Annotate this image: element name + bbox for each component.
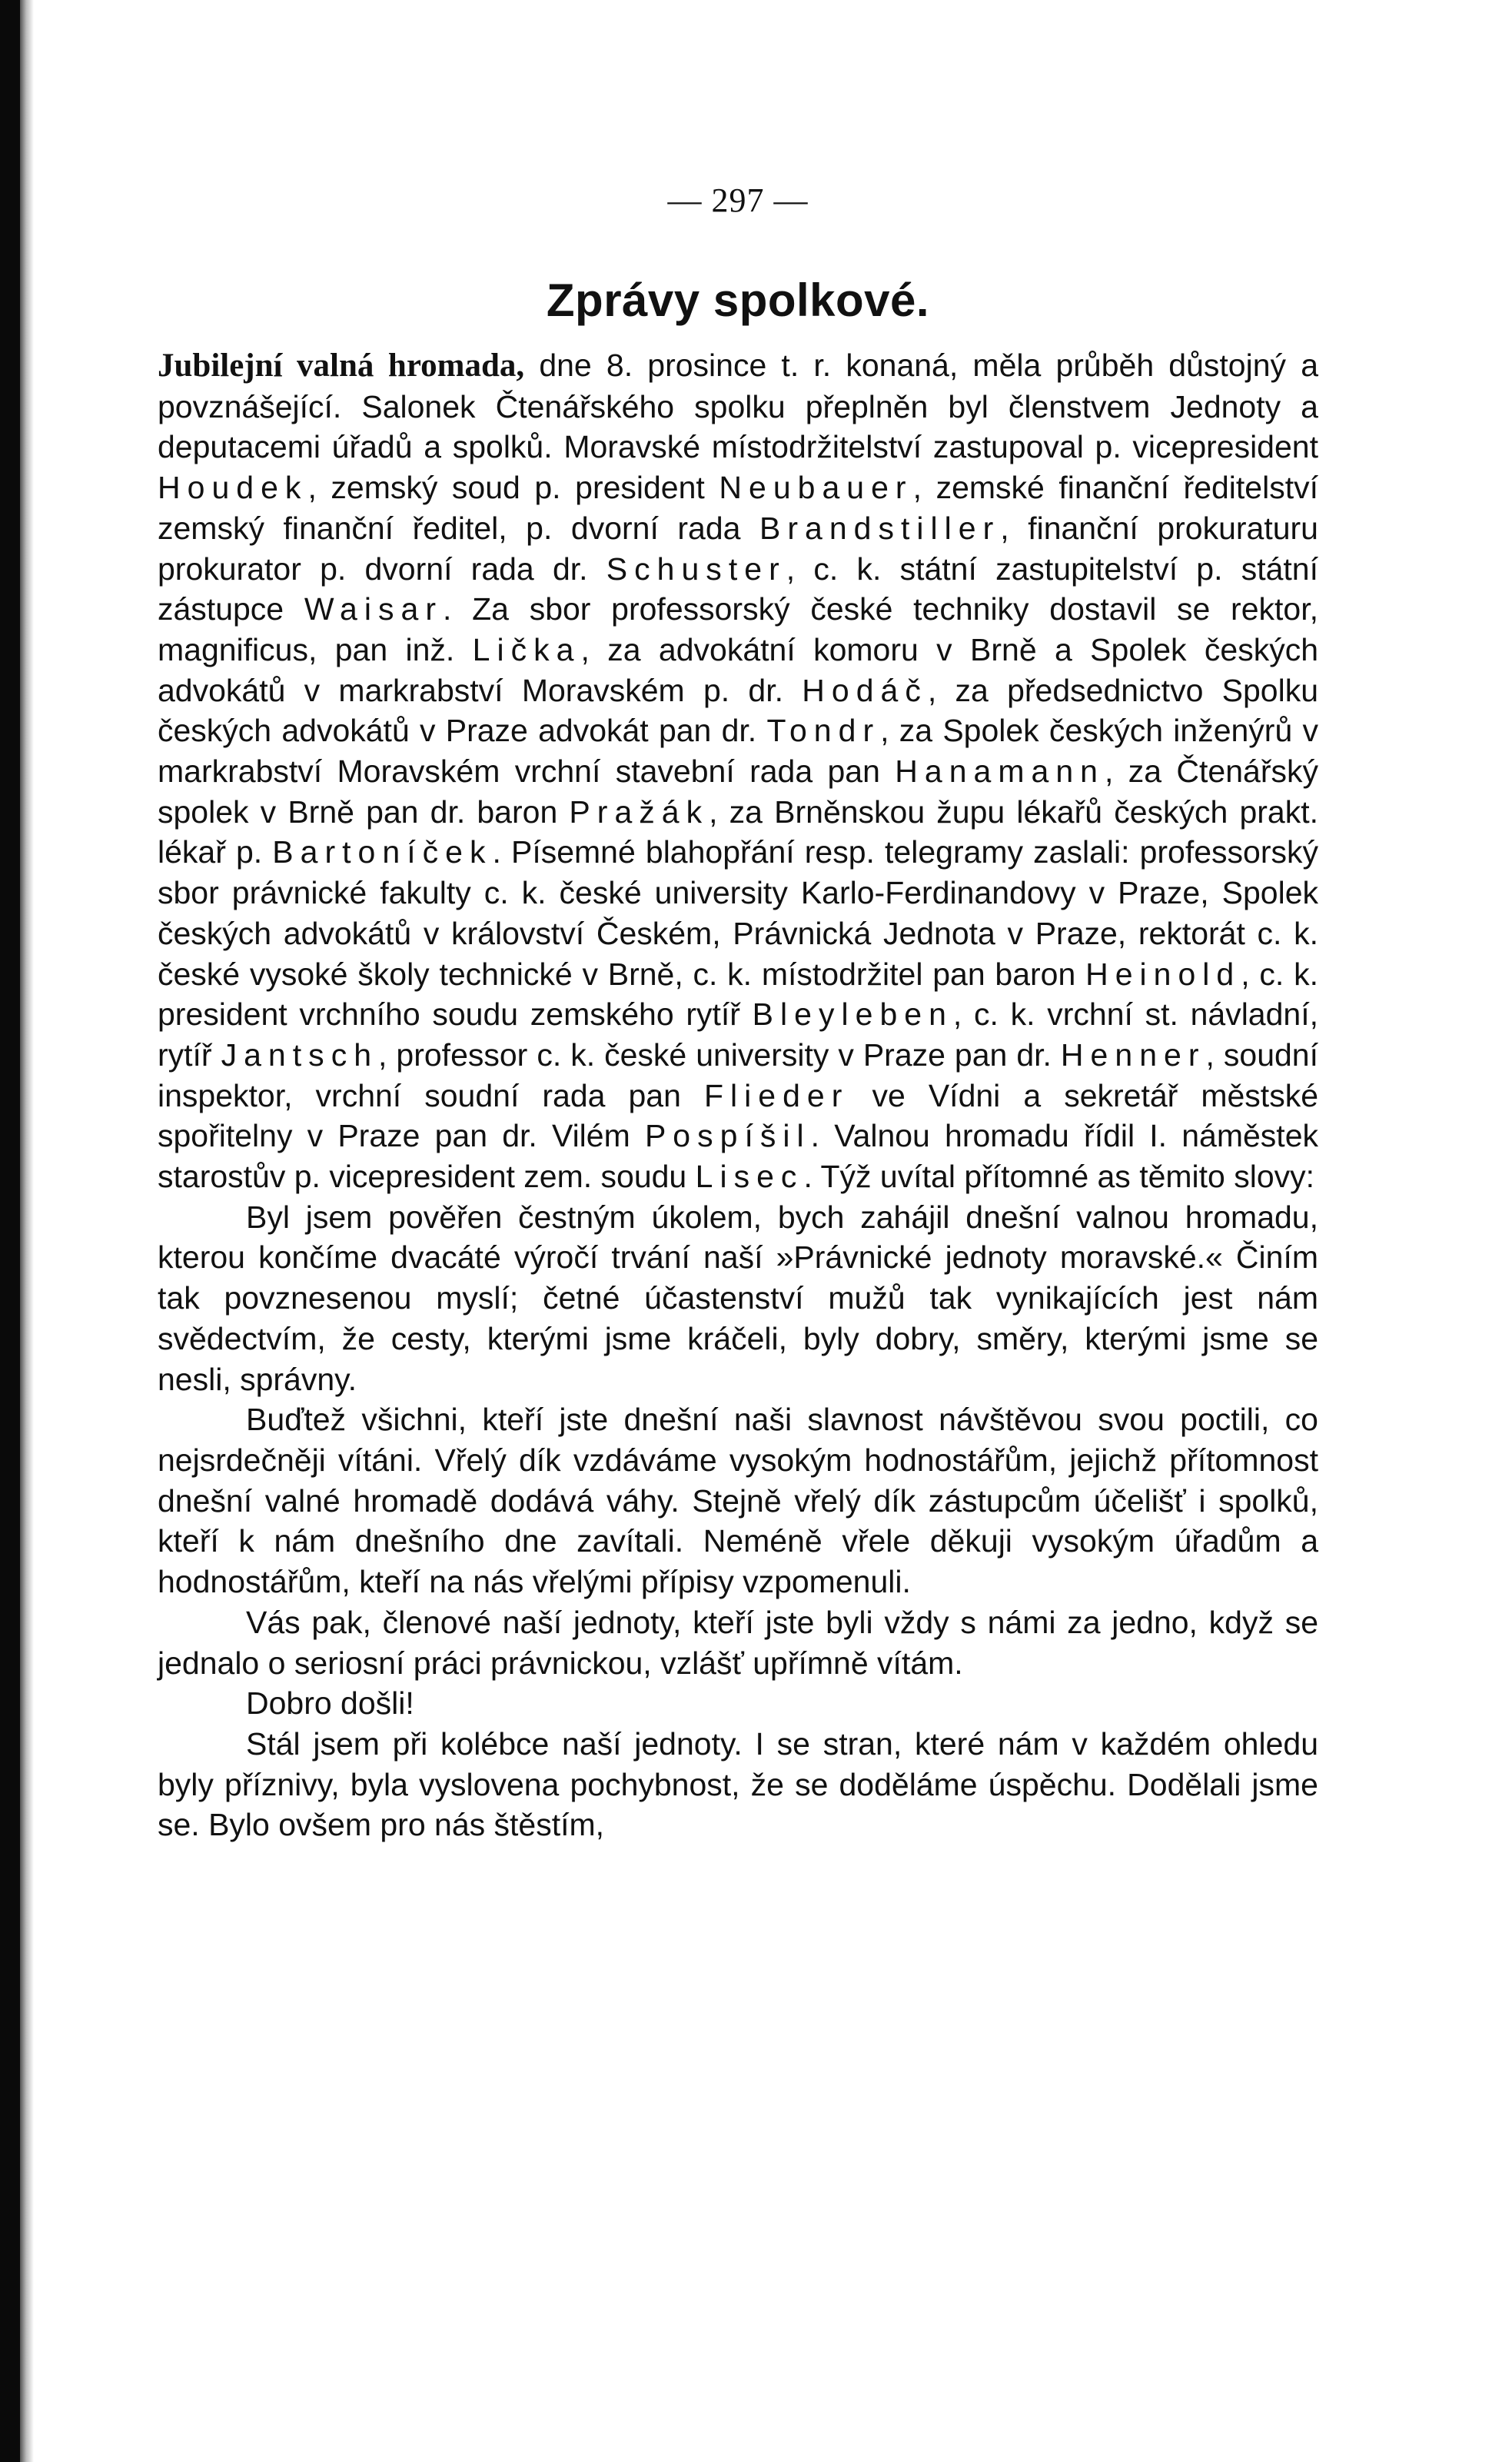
page-body (158, 181, 1318, 1845)
paragraph-lead: Jubilejní valná hromada, (158, 348, 525, 384)
spaced-name: Heinold (1085, 956, 1241, 992)
text-run: , za advokátní komoru v Brně a Spolek českých advokátů v markrabství Moravském p. dr. (158, 631, 1318, 708)
text-run: , za Čtenářský spolek v Brně pan dr. baron (158, 754, 1318, 830)
spaced-name: Tondr (766, 713, 881, 749)
text-run: Stál jsem při kolébce naší jednoty. I se stran, které nám v každém ohledu byly příznivy, byla vyslovena pochybnost, že se doděláme úspěchu. Dodělali jsme se. Bylo ovšem pro nás štěstím, (158, 1725, 1318, 1843)
paragraph (158, 1197, 1318, 1400)
text-run: . Valnou hromadu řídil I. náměstek starostův p. vicepresident zem. soudu (158, 1118, 1318, 1195)
text-run: , zemský soud p. president (307, 470, 719, 506)
text-run: , zemské finanční ředitelství zemský finanční ředitel, p. dvorní rada (158, 470, 1319, 546)
spaced-name: Houdek (158, 470, 308, 506)
text-run: , soudní inspektor, vrchní soudní rada pan (158, 1036, 1318, 1113)
text-run: , professor c. k. české university v Praze pan dr. (378, 1036, 1061, 1073)
text-run: ve Vídni a sekretář městské spořitelny v Praze pan dr. Vilém (158, 1077, 1318, 1154)
text-run: . Za sbor professorský české techniky dostavil se rektor, magnificus, pan inž. (158, 591, 1318, 667)
page-number: — 297 — (667, 181, 809, 219)
paragraph (158, 1399, 1318, 1602)
text-run: Buďtež všichni, kteří jste dnešní naši slavnost návštěvou svou poctili, co nejsrdečněji vítáni. Vřelý dík vzdáváme vysokým hodnostářům, jejichž přítomnost dnešní valné hromadě dodává váhy. Stejně vřelý dík zástupcům účelišť i spolků, kteří k nám dnešního dne zavítali. Neméně vřele děkuji vysokým úřadům a hodnostářům, kteří na nás vřelými přípisy vzpomenuli. (158, 1402, 1318, 1600)
text-run: . Písemné blahopřání resp. telegramy zaslali: professorský sbor právnické fakulty c. k. české university Karlo-Ferdinandovy v Praze, Spolek českých advokátů v království Českém, Právnická Jednota v Praze, rektorát c. k. české vysoké školy technické v Brně, c. k. místodržitel pan baron (158, 834, 1318, 992)
text-run: , za předsednictvo Spolku českých advokátů v Praze advokát pan dr. (158, 672, 1318, 749)
text-run: Dobro došli! (246, 1685, 414, 1722)
article-body (158, 345, 1318, 1845)
paragraph (158, 1724, 1318, 1845)
text-run: , c. k. státní zastupitelství p. státní zástupce (158, 551, 1319, 627)
paragraph (158, 345, 1318, 1197)
text-run: Vás pak, členové naší jednoty, kteří jste byli vždy s námi za jedno, když se jednalo o seriosní práci právnickou, vzlášť upřímně vítám. (158, 1604, 1318, 1681)
scan-edge-shadow (20, 0, 34, 2462)
spaced-name: Brandstiller (759, 510, 1001, 546)
text-run: . Týž uvítal přítomné as těmito slovy: (803, 1159, 1315, 1195)
section-title: Zprávy spolkové. (546, 274, 930, 326)
text-run: , c. k. vrchní st. návladní, rytíř (158, 996, 1318, 1073)
text-run: , c. k. president vrchního soudu zemského rytíř (158, 956, 1318, 1033)
paragraph (158, 1683, 1318, 1724)
spaced-name: Hodáč (802, 672, 928, 708)
spaced-name: Jantsch (221, 1036, 379, 1073)
paragraph (158, 1602, 1318, 1683)
scan-edge-bar (0, 0, 20, 2462)
spaced-name: Neubauer (719, 470, 913, 506)
spaced-name: Waisar (304, 591, 443, 627)
spaced-name: Pospíšil (644, 1118, 811, 1154)
text-run: , za Spolek českých inženýrů v markrabství Moravském vrchní stavební rada pan (158, 713, 1318, 790)
text-run: , finanční prokuraturu prokurator p. dvorní rada dr. (158, 510, 1318, 587)
text-run: Byl jsem pověřen čestným úkolem, bych zahájil dnešní valnou hromadu, kterou končíme dvacáté výročí trvání naší »Právnické jednoty moravské.« Činím tak povznesenou myslí; četné účastenství mužů tak vynikajících jest nám svědectvím, že cesty, kterými jsme kráčeli, byly dobry, směry, kterými jsme se nesli, správny. (158, 1199, 1318, 1397)
spaced-name: Hanamann (895, 754, 1105, 790)
spaced-name: Lička (472, 631, 581, 667)
spaced-name: Flieder (703, 1077, 849, 1113)
spaced-name: Lisec (695, 1159, 804, 1195)
spaced-name: Henner (1060, 1036, 1206, 1073)
spaced-name: Pražák (569, 793, 709, 830)
spaced-name: Schuster (606, 551, 786, 587)
spaced-name: Bartoníček (272, 834, 493, 870)
text-run: dne 8. prosince t. r. konaná, měla průběh důstojný a povznášející. Salonek Čtenářského spolku přeplněn byl členstvem Jednoty a deputacemi úřadů a spolků. Moravské místodržitelství zastupoval p. vicepresident (158, 348, 1318, 465)
text-run: , za Brněnskou župu lékařů českých prakt. lékař p. (158, 793, 1318, 870)
spaced-name: Bleyleben (752, 996, 953, 1033)
